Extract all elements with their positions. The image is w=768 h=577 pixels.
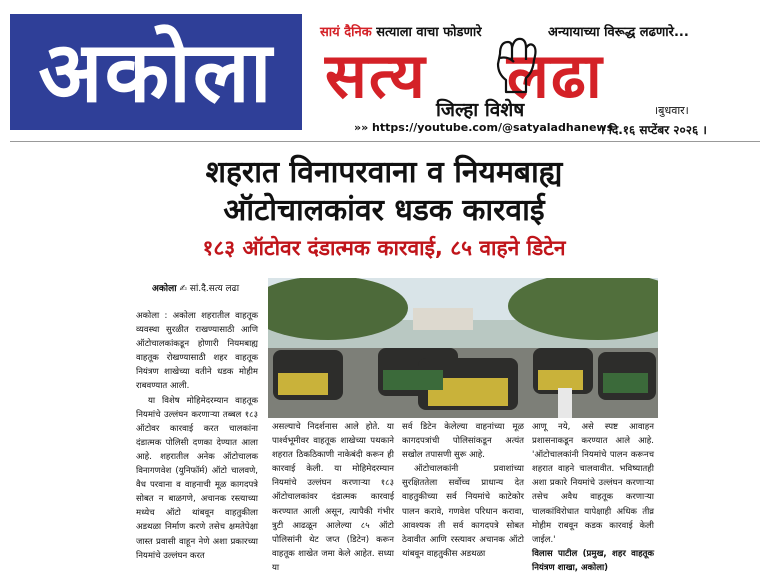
paragraph: सर्व डिटेन केलेल्या वाहनांच्या मूळ कागदपत्रांची पोलिसांकडून अत्यंत सखोल तपासणी सुरू आहे.: [402, 422, 524, 461]
article-column-2: असल्याचे निदर्शनास आले होते. या पार्श्वभूमीवर वाहतूक शाखेच्या पथकाने शहरात ठिकठिकाणी नाकेबंदी करून ही कारवाई केली. या मोहिमेदरम्यान नियमांचे उल्लंघन करणाऱ्या १८३ ऑटोचालकांवर दंडात्मक कारवाई करण्यात आली असून, त्यापैकी गंभीर त्रुटी आढळून आलेल्या ८५ ऑटो पोलिसांनी थेट जप्त (डिटेन) करून वाहतूक शाखेत जमा केले आहेत. सध्या या: [272, 422, 394, 573]
akola-logo: अकोला: [10, 14, 302, 130]
quote-signature: विलास पाटील (प्रमुख, शहर वाहतूक नियंत्रण शाखा, अकोला): [532, 548, 654, 573]
article-column-4: [532, 420, 654, 575]
brand-right: लढा: [506, 39, 604, 112]
article-column-3: [402, 420, 524, 561]
raised-fist-icon: [486, 34, 544, 94]
paragraph: या विशेष मोहिमेदरम्यान वाहतूक नियमांचे उल्लंघन करणाऱ्या तब्बल १८३ ऑटोवर कारवाई करत चालकांना दंडात्मक पोलिसी दणका देण्यात आला आहे. शहरातील अनेक ऑटोचालक विनागणवेश (युनिफॉर्म) ऑटो चालवणे, वैध परवाना व वाहनाची मूळ कागदपत्रे सोबत न बाळगणे, अचानक रस्त्याच्या मध्येच ऑटो थांबवून वाहतुकीला अडथळा निर्माण करणे तसेच क्षमतेपेक्षा जास्त प्रवासी वाहून नेणे अशा प्रकारच्या नियमांचे उल्लंघन करत: [136, 395, 258, 561]
subheadline: १८३ ऑटोवर दंडात्मक कारवाई, ८५ वाहने डिटेन: [202, 236, 566, 260]
headline-line-1: शहरात विनापरवाना व नियमबाह्य: [205, 155, 563, 190]
byline: [152, 281, 239, 294]
paragraph: अकोला : अकोला शहरातील वाहतूक व्यवस्था सुरळीत राखण्यासाठी आणि ऑटोचालकांकडून होणारी नियमबाह्य वाहतूक रोखण्यासाठी शहर वाहतूक नियंत्रण शाखेच्या वतीने धडक मोहीम राबवण्यात आली.: [136, 311, 258, 392]
issue-date: । दि.१६ सप्टेंबर २०२६ ।: [600, 123, 707, 137]
youtube-url[interactable]: https://youtube.com/@satyaladhanews: [372, 121, 614, 134]
byline-source: सां.दै.सत्य लढा: [189, 284, 240, 294]
edition-label: जिल्हा विशेष: [436, 99, 525, 121]
headline-line-2: ऑटोचालकांवर धडक कारवाई: [223, 193, 545, 228]
article-column-1: [136, 309, 258, 563]
masthead-divider: [10, 141, 760, 142]
tagline-truth: सत्याला वाचा फोडणारे: [376, 25, 482, 40]
weekday: ।बुधवार।: [654, 104, 689, 117]
paragraph: आणू नये, असे स्पष्ट आवाहन प्रशासनाकडून करण्यात आले आहे. 'ऑटोचालकांनी नियमांचे पालन करूनच शहरात वाहने चालवावीत. भविष्यातही अशा प्रकारे नियमांचे उल्लंघन करणाऱ्या तसेच अवैध वाहतूक करणाऱ्या चालकांविरोधात यापेक्षाही अधिक तीव्र मोहीम राबवून कडक कारवाई केली जाईल.': [532, 422, 654, 545]
autorickshaw-photo: [268, 278, 658, 418]
tagline-right: अन्यायाच्या विरूद्ध लढणारे...: [548, 25, 689, 40]
youtube-link[interactable]: »» https://youtube.com/@satyaladhanews: [354, 121, 614, 134]
byline-place: अकोला: [152, 284, 177, 294]
brand-left: सत्य: [325, 39, 427, 112]
tagline-evening-daily: सायं दैनिक: [320, 25, 372, 40]
pen-icon: ✍: [179, 284, 187, 294]
paragraph: ऑटोचालकांनी प्रवाशांच्या सुरक्षिततेला सर्वोच्च प्राधान्य देत वाहतुकीच्या सर्व नियमांचे काटेकोर पालन करावे, गणवेश परिधान करावा, आवश्यक ती सर्व कागदपत्रे सोबत ठेवावीत आणि रस्त्यावर अचानक ऑटो थांबवून वाहतुकीस अडथळा: [402, 464, 524, 559]
